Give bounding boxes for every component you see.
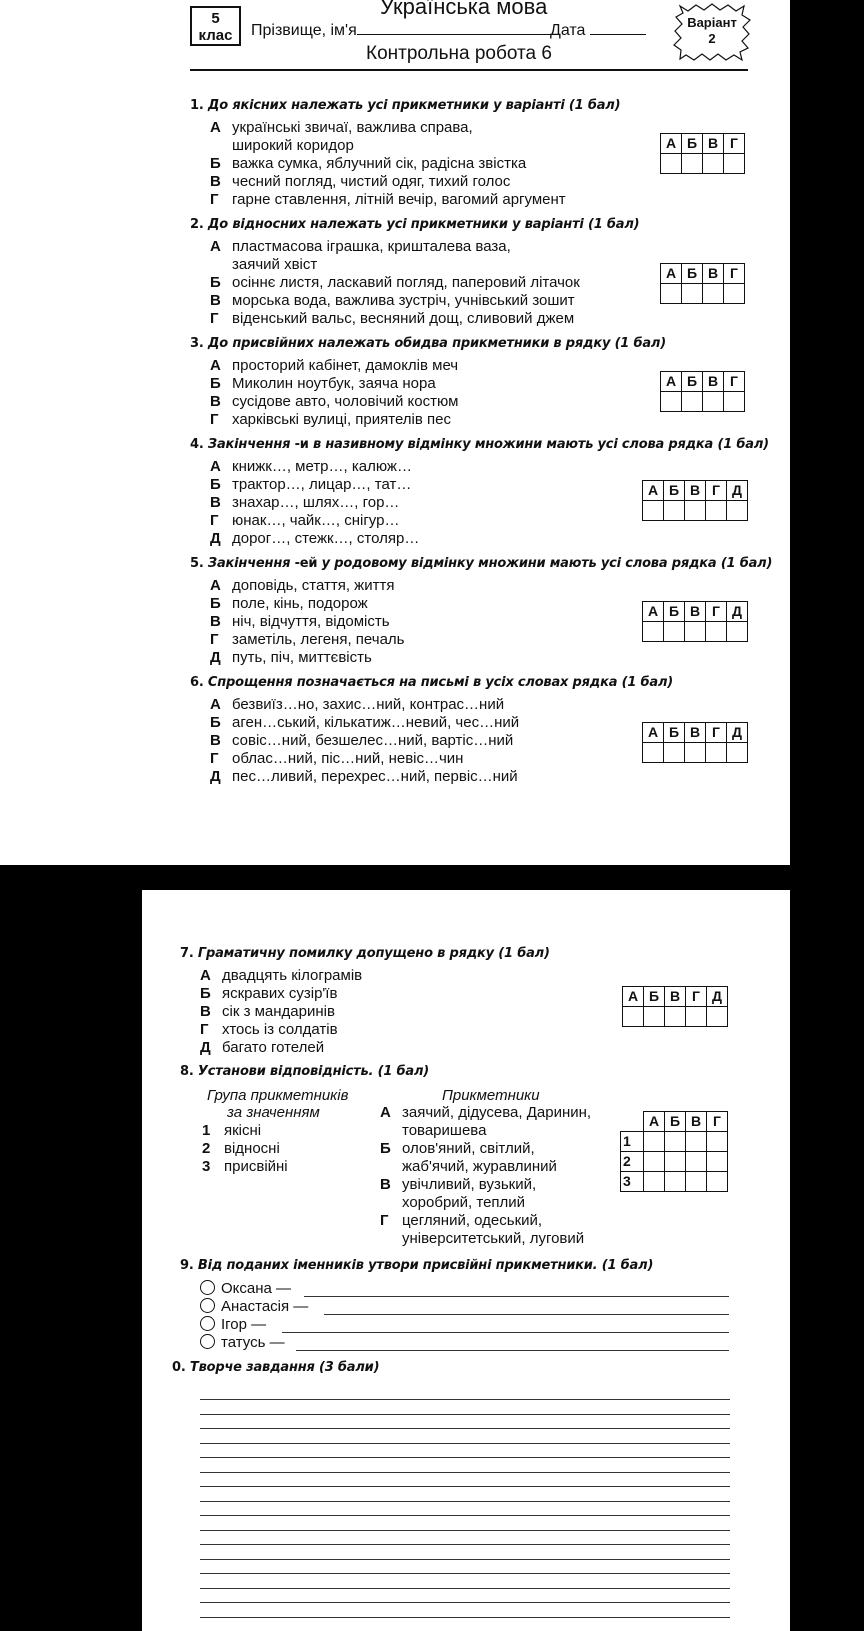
q7-option-d: Г хтось із солдатів (200, 1021, 338, 1038)
writing-line[interactable] (200, 1573, 730, 1574)
surname-line[interactable] (357, 34, 553, 35)
q2-option-b: Б осіннє листя, ласкавий погляд, паперовий літачок (210, 274, 580, 291)
answer-letter-cell: А (661, 372, 682, 392)
q2-option-a-continued: заячий хвіст (232, 256, 318, 273)
bullet-circle-icon (200, 1316, 215, 1331)
q2-option-a: А пластмасова іграшка, кришталева ваза, (210, 238, 511, 255)
q6-answer-grid[interactable] (642, 722, 748, 763)
answer-letter-cell: В (685, 602, 706, 622)
answer-letter-cell: Г (706, 723, 727, 743)
variant-label: Варіант (687, 15, 737, 30)
answer-checkbox-cell[interactable] (703, 154, 724, 174)
q1-option-d: Г гарне ставлення, літній вечір, вагомий аргумент (210, 191, 566, 208)
q4-answer-grid[interactable] (642, 480, 748, 521)
answer-checkbox-cell[interactable] (665, 1152, 686, 1172)
answer-letter-cell: В (685, 481, 706, 501)
writing-line[interactable] (200, 1472, 730, 1473)
q8-left-item-1: 1 якісні (202, 1122, 262, 1139)
match-grid-corner (621, 1112, 644, 1132)
answer-letter-cell: А (623, 987, 644, 1007)
writing-line[interactable] (200, 1443, 730, 1444)
match-row-number: 3 (621, 1172, 644, 1192)
answer-checkbox-cell[interactable] (644, 1007, 665, 1027)
answer-checkbox-cell[interactable] (665, 1172, 686, 1192)
worksheet-page-2 (142, 890, 790, 1631)
answer-letter-cell: Б (682, 372, 703, 392)
answer-letter-cell: А (643, 481, 664, 501)
answer-letter-cell: А (644, 1112, 665, 1132)
q8-left-heading-2: за значенням (227, 1104, 320, 1121)
q8-right-item-b-continued: жаб'ячий, журавлиний (402, 1158, 557, 1175)
question-10-title: 0. Творче завдання (3 бали) (172, 1360, 380, 1375)
answer-checkbox-cell[interactable] (685, 501, 706, 521)
answer-letter-cell: Б (682, 134, 703, 154)
answer-checkbox-cell[interactable] (664, 501, 685, 521)
answer-letter-cell: Г (686, 987, 707, 1007)
answer-checkbox-cell[interactable] (682, 392, 703, 412)
q9-answer-line-2[interactable] (324, 1314, 729, 1315)
answer-letter-cell: А (661, 264, 682, 284)
q4-option-d: Г юнак…, чайк…, снігур… (210, 512, 400, 529)
answer-checkbox-cell[interactable] (703, 392, 724, 412)
answer-letter-cell: Б (664, 481, 685, 501)
q9-answer-line-1[interactable] (304, 1296, 729, 1297)
q8-right-item-b: Б олов'яний, світлий, (380, 1140, 535, 1157)
answer-checkbox-cell[interactable] (686, 1172, 707, 1192)
answer-letter-cell: Г (724, 372, 745, 392)
answer-checkbox-cell[interactable] (644, 1152, 665, 1172)
writing-line[interactable] (200, 1530, 730, 1531)
answer-letter-cell: Г (707, 1112, 728, 1132)
q9-item-oksana: Оксана — (200, 1280, 291, 1297)
answer-checkbox-cell[interactable] (706, 743, 727, 763)
header-divider (190, 69, 748, 71)
question-2-title: 2. До відносних належать усі прикметники у варіанті (1 бал) (190, 217, 640, 232)
q1-option-a-continued: широкий коридор (232, 137, 354, 154)
q7-option-b: Б яскравих сузір'їв (200, 985, 338, 1002)
q8-left-heading: Група прикметників (207, 1087, 349, 1104)
question-8-title: 8. Установи відповідність. (1 бал) (180, 1064, 430, 1079)
date-field[interactable] (550, 22, 646, 40)
q9-item-ihor: Ігор — (200, 1316, 266, 1333)
q5-answer-grid[interactable] (642, 601, 748, 642)
q9-item-anastasia: Анастасія — (200, 1298, 308, 1315)
answer-checkbox-cell[interactable] (682, 154, 703, 174)
variant-number: 2 (708, 31, 716, 46)
answer-checkbox-cell[interactable] (727, 622, 748, 642)
q9-answer-line-3[interactable] (282, 1332, 729, 1333)
answer-letter-cell: В (686, 1112, 707, 1132)
q6-option-a: А безвиїз…но, захис…ний, контрас…ний (210, 696, 505, 713)
answer-checkbox-cell[interactable] (706, 501, 727, 521)
q8-left-item-3: 3 присвійні (202, 1158, 288, 1175)
variant-label-block (672, 15, 752, 47)
writing-line[interactable] (200, 1544, 730, 1545)
writing-line[interactable] (200, 1501, 730, 1502)
question-7-title: 7. Граматичну помилку допущено в рядку (1 бал) (180, 946, 550, 961)
answer-checkbox-cell[interactable] (686, 1007, 707, 1027)
question-6-title: 6. Спрощення позначається на письмі в усіх словах рядка (1 бал) (190, 675, 674, 690)
answer-checkbox-cell[interactable] (727, 501, 748, 521)
answer-checkbox-cell[interactable] (665, 1007, 686, 1027)
answer-letter-cell: Б (664, 602, 685, 622)
answer-checkbox-cell[interactable] (706, 622, 727, 642)
answer-checkbox-cell[interactable] (703, 284, 724, 304)
q2-option-d: Г віденський вальс, весняний дощ, сливовий джем (210, 310, 575, 327)
q8-left-item-2: 2 відносні (202, 1140, 280, 1157)
answer-letter-cell: Г (724, 264, 745, 284)
q1-option-c: В чесний погляд, чистий одяг, тихий голос (210, 173, 511, 190)
q4-option-c: В знахар…, шлях…, гор… (210, 494, 400, 511)
q8-right-item-c: В увічливий, вузький, (380, 1176, 537, 1193)
grade-number: 5 (211, 10, 220, 27)
answer-checkbox-cell[interactable] (644, 1172, 665, 1192)
worksheet-page-1 (0, 0, 790, 865)
q1-option-b: Б важка сумка, яблучний сік, радісна звістка (210, 155, 527, 172)
answer-checkbox-cell[interactable] (661, 154, 682, 174)
q5-option-c: В ніч, відчуття, відомість (210, 613, 390, 630)
answer-checkbox-cell[interactable] (707, 1172, 728, 1192)
answer-checkbox-cell[interactable] (686, 1132, 707, 1152)
answer-checkbox-cell[interactable] (707, 1152, 728, 1172)
answer-checkbox-cell[interactable] (643, 743, 664, 763)
answer-checkbox-cell[interactable] (664, 622, 685, 642)
writing-line[interactable] (200, 1399, 730, 1400)
date-label: Дата (550, 22, 586, 39)
q9-answer-line-4[interactable] (296, 1350, 729, 1351)
writing-line[interactable] (200, 1617, 730, 1618)
answer-letter-cell: А (643, 723, 664, 743)
q7-option-c: В сік з мандаринів (200, 1003, 335, 1020)
q4-option-b: Б трактор…, лицар…, тат… (210, 476, 412, 493)
answer-checkbox-cell[interactable] (661, 284, 682, 304)
q3-option-c: В сусідове авто, чоловічий костюм (210, 393, 459, 410)
answer-letter-cell: Г (706, 481, 727, 501)
q8-right-item-c-continued: хоробрий, теплий (402, 1194, 526, 1211)
subject-title: Українська мова (380, 0, 548, 19)
q4-option-e: Д дорог…, стежк…, столяр… (210, 530, 420, 547)
writing-line[interactable] (200, 1414, 730, 1415)
writing-line[interactable] (200, 1486, 730, 1487)
q7-answer-grid[interactable] (622, 986, 728, 1027)
work-title: Контрольна робота 6 (366, 43, 552, 64)
q2-answer-grid[interactable] (660, 263, 745, 304)
writing-line[interactable] (200, 1588, 730, 1589)
q5-option-a: А доповідь, стаття, життя (210, 577, 395, 594)
answer-letter-cell: Б (665, 1112, 686, 1132)
answer-letter-cell: А (643, 602, 664, 622)
match-row-number: 1 (621, 1132, 644, 1152)
q6-option-e: Д пес…ливий, перехрес…ний, первіс…ний (210, 768, 518, 785)
answer-checkbox-cell[interactable] (727, 743, 748, 763)
q5-option-b: Б поле, кінь, подорож (210, 595, 368, 612)
answer-letter-cell: В (685, 723, 706, 743)
answer-checkbox-cell[interactable] (724, 154, 745, 174)
date-line[interactable] (590, 34, 646, 35)
answer-checkbox-cell[interactable] (643, 501, 664, 521)
q6-option-d: Г облас…ний, піс…ний, невіс…чин (210, 750, 464, 767)
answer-letter-cell: Б (682, 264, 703, 284)
answer-checkbox-cell[interactable] (665, 1132, 686, 1152)
bullet-circle-icon (200, 1280, 215, 1295)
q8-match-grid[interactable] (620, 1111, 728, 1192)
answer-checkbox-cell[interactable] (643, 622, 664, 642)
answer-letter-cell: В (703, 134, 724, 154)
writing-line[interactable] (200, 1457, 730, 1458)
q8-right-item-a: А заячий, дідусева, Даринин, (380, 1104, 592, 1121)
q1-option-a: А українські звичаї, важлива справа, (210, 119, 473, 136)
answer-checkbox-cell[interactable] (664, 743, 685, 763)
answer-letter-cell: В (703, 264, 724, 284)
writing-line[interactable] (200, 1602, 730, 1603)
q7-option-a: А двадцять кілограмів (200, 967, 363, 984)
writing-line[interactable] (200, 1428, 730, 1429)
q6-option-c: В совіс…ний, безшелес…ний, вартіс…ний (210, 732, 514, 749)
answer-letter-cell: А (661, 134, 682, 154)
q6-option-b: Б аген…ський, кількатиж…невий, чес…ний (210, 714, 520, 731)
answer-checkbox-cell[interactable] (661, 392, 682, 412)
q5-option-e: Д путь, піч, миттєвість (210, 649, 372, 666)
q9-item-tatus: татусь — (200, 1334, 285, 1351)
answer-checkbox-cell[interactable] (724, 284, 745, 304)
surname-field[interactable] (251, 22, 553, 40)
q8-right-item-d-continued: університетський, луговий (402, 1230, 585, 1247)
question-9-title: 9. Від поданих іменників утвори присвійні прикметники. (1 бал) (180, 1258, 654, 1273)
answer-checkbox-cell[interactable] (644, 1132, 665, 1152)
question-4-title: 4. Закінчення -и в називному відмінку множини мають усі слова рядка (1 бал) (190, 437, 769, 452)
question-5-title: 5. Закінчення -ей у родовому відмінку множини мають усі слова рядка (1 бал) (190, 556, 773, 571)
bullet-circle-icon (200, 1334, 215, 1349)
answer-checkbox-cell[interactable] (707, 1007, 728, 1027)
answer-letter-cell: Г (724, 134, 745, 154)
q3-option-d: Г харківські вулиці, приятелів пес (210, 411, 451, 428)
answer-letter-cell: Г (706, 602, 727, 622)
answer-checkbox-cell[interactable] (685, 622, 706, 642)
answer-letter-cell: Д (727, 481, 748, 501)
surname-label: Прізвище, ім'я (251, 22, 357, 39)
q2-option-c: В морська вода, важлива зустріч, учнівський зошит (210, 292, 575, 309)
answer-checkbox-cell[interactable] (686, 1152, 707, 1172)
answer-letter-cell: Б (664, 723, 685, 743)
q7-option-e: Д багато готелей (200, 1039, 325, 1056)
q8-right-heading: Прикметники (442, 1087, 540, 1104)
answer-letter-cell: Б (644, 987, 665, 1007)
answer-letter-cell: В (665, 987, 686, 1007)
grade-word: клас (198, 27, 233, 44)
q1-answer-grid[interactable] (660, 133, 745, 174)
q4-option-a: А книжк…, метр…, калюж… (210, 458, 412, 475)
q5-option-d: Г заметіль, легеня, печаль (210, 631, 405, 648)
answer-letter-cell: Д (707, 987, 728, 1007)
q8-right-item-a-continued: товаришева (402, 1122, 487, 1139)
answer-checkbox-cell[interactable] (707, 1132, 728, 1152)
writing-line[interactable] (200, 1559, 730, 1560)
answer-letter-cell: Д (727, 723, 748, 743)
answer-checkbox-cell[interactable] (685, 743, 706, 763)
question-3-title: 3. До присвійних належать обидва прикметники в рядку (1 бал) (190, 336, 666, 351)
q3-option-a: А просторий кабінет, дамоклів меч (210, 357, 459, 374)
answer-checkbox-cell[interactable] (682, 284, 703, 304)
grade-box (190, 6, 241, 46)
q8-right-item-d: Г цегляний, одеський, (380, 1212, 543, 1229)
answer-checkbox-cell[interactable] (623, 1007, 644, 1027)
answer-letter-cell: Д (727, 602, 748, 622)
q3-answer-grid[interactable] (660, 371, 745, 412)
answer-letter-cell: В (703, 372, 724, 392)
answer-checkbox-cell[interactable] (724, 392, 745, 412)
match-row-number: 2 (621, 1152, 644, 1172)
question-1-title: 1. До якісних належать усі прикметники у варіанті (1 бал) (190, 98, 621, 113)
writing-line[interactable] (200, 1515, 730, 1516)
q3-option-b: Б Миколин ноутбук, заяча нора (210, 375, 436, 392)
bullet-circle-icon (200, 1298, 215, 1313)
